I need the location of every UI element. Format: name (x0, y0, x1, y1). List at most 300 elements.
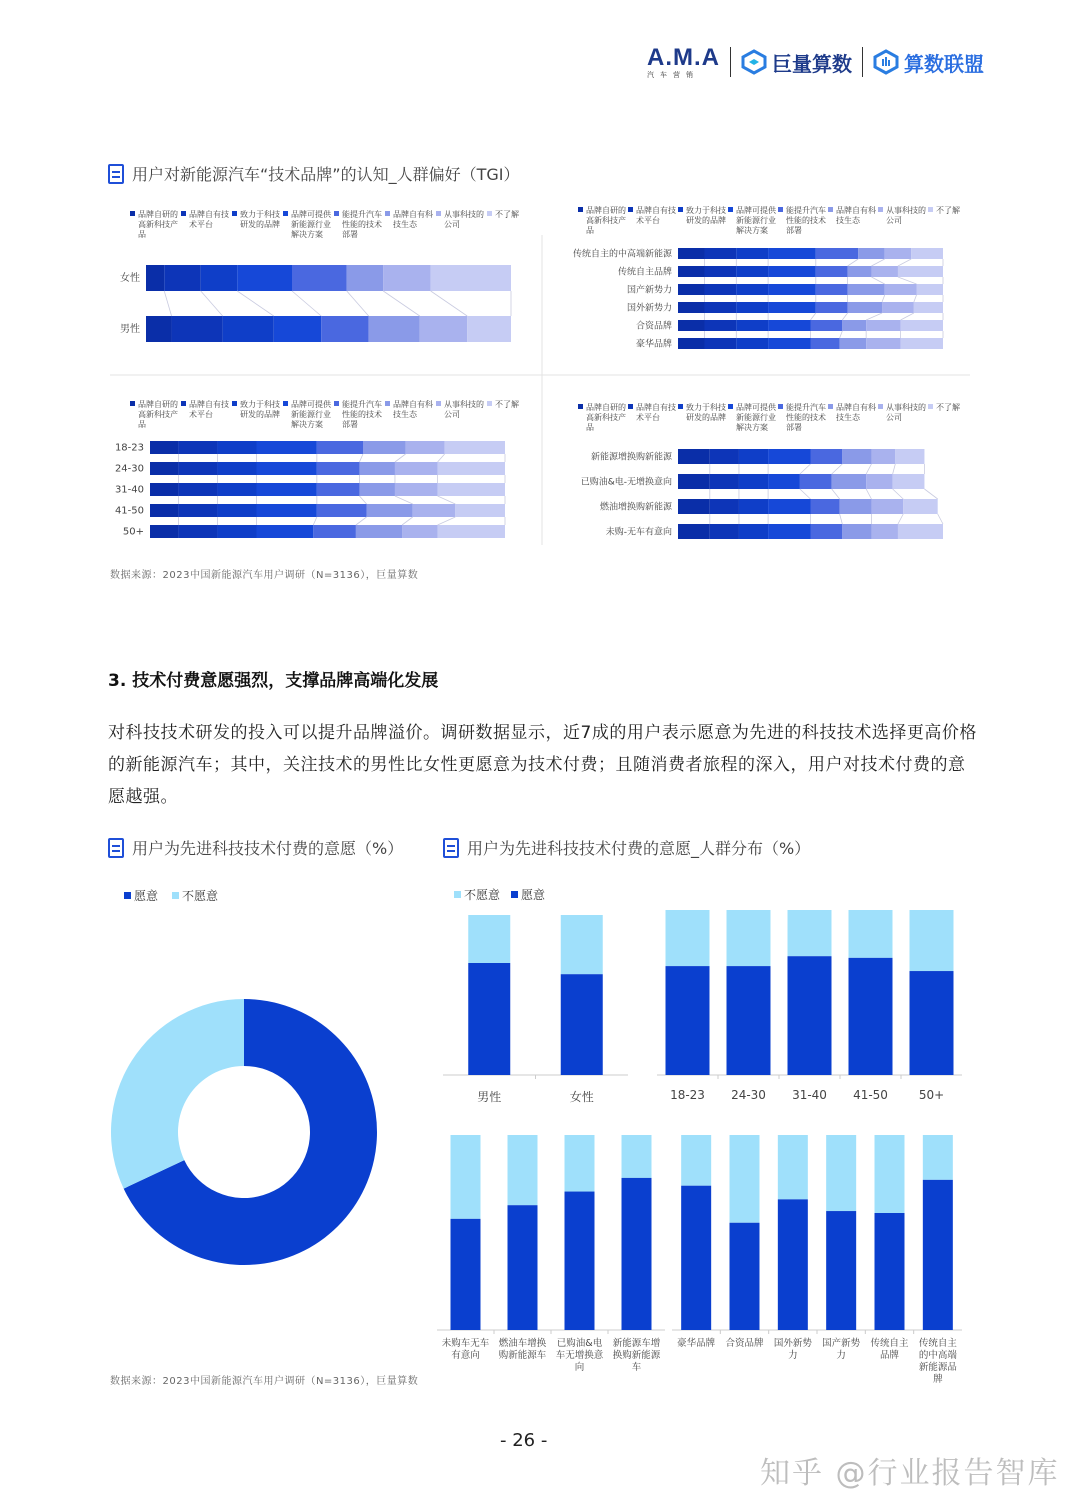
legend-label: 致力于科技 (240, 210, 280, 219)
bar-segment (710, 524, 739, 539)
bar-segment (431, 265, 511, 291)
category-label: 24-30 (731, 1088, 766, 1102)
legend-label: 部署 (786, 423, 802, 432)
suanshu-icon (873, 49, 899, 75)
chart-title-left: 用户为先进科技技术付费的意愿（%） (108, 836, 403, 859)
connector-line (866, 464, 871, 474)
bar-segment (178, 525, 217, 538)
legend-swatch (878, 404, 883, 409)
connector-line (359, 496, 366, 504)
column-unwilling (681, 1135, 711, 1186)
bar-segment (739, 499, 768, 514)
connector-line (395, 496, 413, 504)
bar-segment (811, 524, 843, 539)
column-willing (910, 971, 954, 1075)
bar-segment (359, 462, 395, 475)
legend-swatch (181, 401, 186, 406)
legend-label: 高新科技产 (586, 413, 626, 422)
column-willing (923, 1180, 953, 1330)
legend-label: 品牌可提供 (736, 206, 776, 215)
column-willing (622, 1178, 652, 1330)
legend-label: 不了解 (936, 206, 960, 215)
bar-segment (895, 449, 924, 464)
legend-swatch (172, 892, 179, 899)
bar-segment (840, 338, 867, 349)
column-willing (875, 1213, 905, 1330)
legend-label: 致力于科技 (686, 206, 726, 215)
bar-segment (871, 449, 895, 464)
legend-label: 品牌自有科 (836, 403, 876, 412)
legend-swatch (283, 211, 288, 216)
section-heading: 3. 技术付费意愿强烈，支撑品牌高端化发展 (108, 671, 439, 691)
bar-segment (882, 302, 914, 313)
stacked-legend (454, 888, 545, 902)
source-note-2: 数据来源：2023中国新能源汽车用户调研（N=3136），巨量算数 (110, 1376, 419, 1387)
category-label: 新能源增换购新能源 (590, 452, 672, 463)
category-label: 未购-无车有意向 (605, 527, 672, 538)
bar-segment (438, 525, 505, 538)
bar-segment (455, 504, 505, 517)
bar-segment (816, 248, 858, 259)
legend-swatch (436, 401, 441, 406)
column-unwilling (923, 1135, 953, 1180)
legend-label: 品牌自研的 (586, 206, 626, 215)
bar-segment (678, 524, 710, 539)
connector-line (313, 517, 317, 525)
bar-segment (736, 320, 768, 331)
category-label: 向 (574, 1362, 585, 1373)
juliang-logo: 巨量算数 (741, 48, 852, 77)
legend-swatch (232, 401, 237, 406)
legend-label: 品牌可提供 (291, 400, 331, 409)
column-unwilling (788, 910, 832, 956)
legend-label: 能提升汽车 (342, 400, 382, 409)
bar-segment (866, 338, 900, 349)
category-label: 已购油&电 (556, 1338, 603, 1349)
legend-swatch (130, 401, 135, 406)
bar-segment (164, 265, 201, 291)
connector-line (164, 291, 171, 316)
bar-segment (367, 504, 413, 517)
bar-segment (710, 474, 739, 489)
category-label: 18-23 (670, 1088, 705, 1102)
legend-label: 品 (138, 420, 146, 429)
column-unwilling (826, 1135, 856, 1211)
column-unwilling (727, 910, 771, 966)
category-label: 车 (631, 1362, 642, 1373)
column-unwilling (730, 1135, 760, 1223)
stacked-column-chart (437, 1135, 665, 1373)
legend-swatch (334, 401, 339, 406)
legend-swatch (334, 211, 339, 216)
legend-swatch (778, 207, 783, 212)
tgi-panel (120, 209, 519, 342)
legend-swatch (628, 404, 633, 409)
category-label: 牌 (933, 1374, 943, 1385)
legend-label: 新能源行业 (291, 220, 331, 229)
bar-segment (871, 266, 898, 277)
bar-segment (736, 302, 768, 313)
bar-segment (257, 525, 314, 538)
header-logos (647, 44, 984, 80)
category-label: 力 (788, 1350, 798, 1361)
connector-line (871, 277, 884, 284)
column-unwilling (778, 1135, 808, 1199)
legend-label: 品牌自有科 (393, 210, 433, 219)
category-label: 豪华品牌 (635, 339, 672, 350)
legend-label: 研发的品牌 (240, 220, 280, 229)
legend-swatch (487, 401, 492, 406)
bar-segment (445, 441, 505, 454)
bar-segment (678, 474, 710, 489)
legend-label: 技生态 (836, 216, 860, 225)
bar-segment (705, 284, 737, 295)
connector-line (898, 277, 917, 284)
legend-label: 品牌自有技 (189, 210, 229, 219)
legend-label: 能提升汽车 (786, 206, 826, 215)
bar-segment (705, 302, 737, 313)
category-label: 合资品牌 (725, 1338, 764, 1349)
legend-swatch (828, 207, 833, 212)
section1-title: 用户对新能源汽车“技术品牌”的认知_人群偏好（TGI） (108, 162, 519, 185)
bar-segment (866, 474, 893, 489)
legend-label: 致力于科技 (240, 400, 280, 409)
column-willing (666, 966, 710, 1075)
bar-segment (395, 483, 438, 496)
bar-segment (848, 266, 872, 277)
connector-line (914, 295, 917, 302)
legend-label: 技生态 (393, 220, 417, 229)
bar-segment (317, 462, 360, 475)
legend-label: 解决方案 (736, 226, 768, 235)
bar-segment (736, 266, 768, 277)
column-willing (561, 974, 603, 1075)
bar-segment (317, 441, 363, 454)
bar-segment (257, 462, 317, 475)
column-willing (778, 1199, 808, 1330)
column-unwilling (910, 910, 954, 971)
stacked-column-chart (672, 1135, 962, 1385)
category-label: 有意向 (451, 1350, 480, 1361)
connector-line (893, 464, 896, 474)
bar-segment (201, 265, 238, 291)
bar-segment (848, 284, 885, 295)
suanshu-logo: 算数联盟 (873, 48, 984, 77)
bar-segment (901, 338, 943, 349)
legend-swatch (283, 401, 288, 406)
bar-segment (811, 449, 843, 464)
legend-swatch (124, 892, 131, 899)
legend-label: 不愿意 (464, 888, 501, 902)
legend-swatch (385, 211, 390, 216)
bar-segment (178, 441, 217, 454)
category-label: 女性 (120, 273, 140, 284)
bar-segment (736, 338, 768, 349)
category-label: 传统自主 (918, 1338, 957, 1349)
bar-segment (816, 302, 848, 313)
bar-segment (705, 320, 737, 331)
connector-line (866, 313, 882, 320)
donut-legend (124, 889, 218, 903)
legend-swatch (928, 404, 933, 409)
bar-segment (768, 474, 800, 489)
legend-label: 愿意 (134, 889, 159, 903)
column-willing (788, 956, 832, 1075)
bar-segment (217, 441, 256, 454)
bar-segment (816, 284, 848, 295)
bar-segment (898, 266, 943, 277)
bar-segment (413, 504, 456, 517)
legend-label: 致力于科技 (686, 403, 726, 412)
category-label: 18-23 (114, 442, 144, 454)
bar-segment (768, 524, 810, 539)
connector-line (893, 489, 904, 499)
connector-line (800, 489, 811, 499)
connector-line (438, 454, 445, 462)
category-label: 新能源品 (918, 1362, 957, 1373)
category-label: 燃油增换购新能源 (599, 502, 672, 513)
legend-label: 部署 (786, 226, 802, 235)
bar-segment (842, 524, 871, 539)
bar-segment (678, 499, 710, 514)
legend-label: 从事科技的 (444, 210, 484, 219)
bar-segment (150, 483, 178, 496)
bar-segment (317, 483, 360, 496)
bar-segment (840, 499, 872, 514)
bar-segment (739, 474, 768, 489)
bar-segment (217, 504, 256, 517)
legend-label: 从事科技的 (886, 206, 926, 215)
watermark: 知乎 @行业报告智库 (760, 1456, 1060, 1491)
connector-line (882, 295, 885, 302)
legend-swatch (385, 401, 390, 406)
category-label: 50+ (122, 526, 144, 538)
legend-label: 不了解 (936, 403, 960, 412)
bar-segment (369, 316, 420, 342)
juliang-icon (741, 49, 767, 75)
column-unwilling (875, 1135, 905, 1213)
legend-swatch (878, 207, 883, 212)
connector-line (800, 464, 811, 474)
bar-segment (363, 441, 406, 454)
bar-segment (811, 499, 840, 514)
category-label: 购新能源车 (498, 1350, 547, 1361)
column-willing (727, 966, 771, 1075)
stacked-column-chart (657, 910, 962, 1102)
bar-segment (768, 284, 816, 295)
connector-line (292, 291, 321, 316)
bar-segment (842, 320, 866, 331)
category-label: 合资品牌 (635, 321, 672, 332)
column-unwilling (468, 915, 510, 963)
legend-label: 品牌可提供 (291, 210, 331, 219)
document-icon (108, 164, 124, 184)
bar-segment (420, 316, 467, 342)
category-label: 31-40 (114, 484, 144, 496)
legend-label: 性能的技术 (786, 216, 826, 225)
bar-segment (150, 441, 178, 454)
bar-segment (217, 483, 256, 496)
legend-label: 不了解 (495, 400, 519, 409)
category-label: 换购新能源 (612, 1350, 661, 1361)
legend-swatch (628, 207, 633, 212)
legend-swatch (778, 404, 783, 409)
column-unwilling (508, 1135, 538, 1205)
connector-line (901, 313, 914, 320)
connector-line (811, 313, 816, 320)
category-label: 传统自主 (870, 1338, 909, 1349)
tgi-panel (573, 205, 960, 350)
tgi-charts (0, 195, 1080, 555)
legend-label: 新能源行业 (736, 216, 776, 225)
column-willing (508, 1205, 538, 1330)
legend-label: 从事科技的 (886, 403, 926, 412)
legend-label: 术平台 (189, 220, 213, 229)
connector-line (866, 489, 871, 499)
bar-segment (898, 524, 943, 539)
column-unwilling (561, 915, 603, 974)
category-label: 国产新势力 (626, 285, 672, 296)
bar-segment (438, 483, 505, 496)
document-icon (443, 838, 459, 858)
bar-segment (768, 266, 816, 277)
bar-segment (710, 449, 739, 464)
bar-segment (816, 266, 848, 277)
legend-label: 部署 (342, 230, 358, 239)
bar-segment (848, 302, 882, 313)
bar-segment (678, 338, 705, 349)
legend-swatch (728, 404, 733, 409)
bar-segment (768, 499, 810, 514)
bar-segment (257, 441, 317, 454)
legend-label: 研发的品牌 (686, 216, 726, 225)
legend-label: 公司 (444, 220, 460, 229)
legend-label: 品牌自有技 (636, 403, 676, 412)
category-label: 燃油车增换 (498, 1338, 547, 1349)
connector-line (832, 489, 840, 499)
document-icon (108, 838, 124, 858)
bar-segment (710, 499, 739, 514)
bar-segment (917, 284, 944, 295)
bar-segment (866, 320, 900, 331)
bar-segment (313, 525, 356, 538)
legend-label: 术平台 (189, 410, 213, 419)
body-paragraph: 对科技技术研发的投入可以提升品牌溢价。调研数据显示，近7成的用户表示愿意为先进的科技技术选择更高价格的新能源汽车；其中，关注技术的男性比女性更愿意为技术付费；且随消费者旅程的深入，用户对技术付费的意愿越强。 (108, 723, 977, 807)
source-note-1: 数据来源：2023中国新能源汽车用户调研（N=3136），巨量算数 (110, 570, 419, 581)
category-label: 国外新势 (773, 1338, 812, 1349)
bar-segment (768, 248, 816, 259)
connector-line (938, 514, 943, 524)
bar-segment (257, 504, 317, 517)
bar-segment (811, 320, 843, 331)
bar-segment (885, 284, 917, 295)
legend-label: 能提升汽车 (342, 210, 382, 219)
legend-label: 术平台 (636, 216, 660, 225)
category-label: 品牌 (879, 1350, 900, 1361)
legend-label: 愿意 (521, 888, 546, 902)
connector-line (402, 517, 413, 525)
category-label: 车无增换意 (555, 1350, 604, 1361)
category-label: 24-30 (114, 463, 144, 475)
bar-segment (678, 449, 710, 464)
legend-label: 品牌自有科 (836, 206, 876, 215)
bar-segment (739, 449, 768, 464)
category-label: 男性 (477, 1090, 502, 1104)
legend-label: 品牌自研的 (138, 400, 178, 409)
chart-title-right: 用户为先进科技技术付费的意愿_人群分布（%） (443, 836, 810, 859)
bar-segment (842, 449, 871, 464)
connector-line (347, 291, 369, 316)
legend-swatch (928, 207, 933, 212)
bar-segment (150, 462, 178, 475)
divider (862, 47, 863, 77)
legend-label: 高新科技产 (586, 216, 626, 225)
legend-label: 品牌可提供 (736, 403, 776, 412)
bar-segment (901, 320, 943, 331)
legend-label: 高新科技产 (138, 410, 178, 419)
category-label: 力 (836, 1350, 846, 1361)
connector-line (871, 259, 884, 266)
legend-swatch (678, 207, 683, 212)
bar-segment (768, 338, 810, 349)
connector-line (356, 517, 367, 525)
bar-segment (237, 265, 292, 291)
bar-segment (274, 316, 321, 342)
connector-line (438, 496, 456, 504)
legend-label: 品牌自研的 (138, 210, 178, 219)
bar-segment (359, 483, 395, 496)
bar-segment (871, 499, 903, 514)
legend-label: 从事科技的 (444, 400, 484, 409)
column-willing (730, 1223, 760, 1330)
category-label: 女性 (569, 1090, 594, 1104)
legend-label: 性能的技术 (786, 413, 826, 422)
bar-segment (832, 474, 866, 489)
bar-segment (678, 284, 705, 295)
column-willing (849, 958, 893, 1075)
column-willing (681, 1186, 711, 1330)
connector-line (898, 259, 911, 266)
category-label: 的中高端 (918, 1350, 957, 1361)
bar-segment (705, 338, 737, 349)
column-unwilling (849, 910, 893, 958)
category-label: 50+ (918, 1088, 945, 1102)
bar-segment (172, 316, 223, 342)
bar-segment (146, 316, 172, 342)
legend-swatch (511, 891, 518, 898)
bar-segment (406, 441, 445, 454)
legend-label: 品 (586, 226, 594, 235)
bar-segment (178, 462, 217, 475)
legend-swatch (454, 891, 461, 898)
legend-swatch (578, 404, 583, 409)
ama-logo: A.M.A 汽车营销 (647, 44, 720, 79)
bar-segment (438, 462, 505, 475)
connector-line (438, 517, 456, 525)
legend-label: 品牌自有技 (636, 206, 676, 215)
bar-segment (893, 474, 925, 489)
legend-label: 品 (586, 423, 594, 432)
legend-swatch (436, 211, 441, 216)
connector-line (840, 514, 843, 524)
category-label: 传统自主品牌 (617, 267, 672, 278)
legend-swatch (130, 211, 135, 216)
column-willing (565, 1192, 595, 1330)
bar-segment (150, 504, 178, 517)
category-label: 31-40 (792, 1088, 827, 1102)
connector-line (201, 291, 223, 316)
legend-label: 部署 (342, 420, 358, 429)
